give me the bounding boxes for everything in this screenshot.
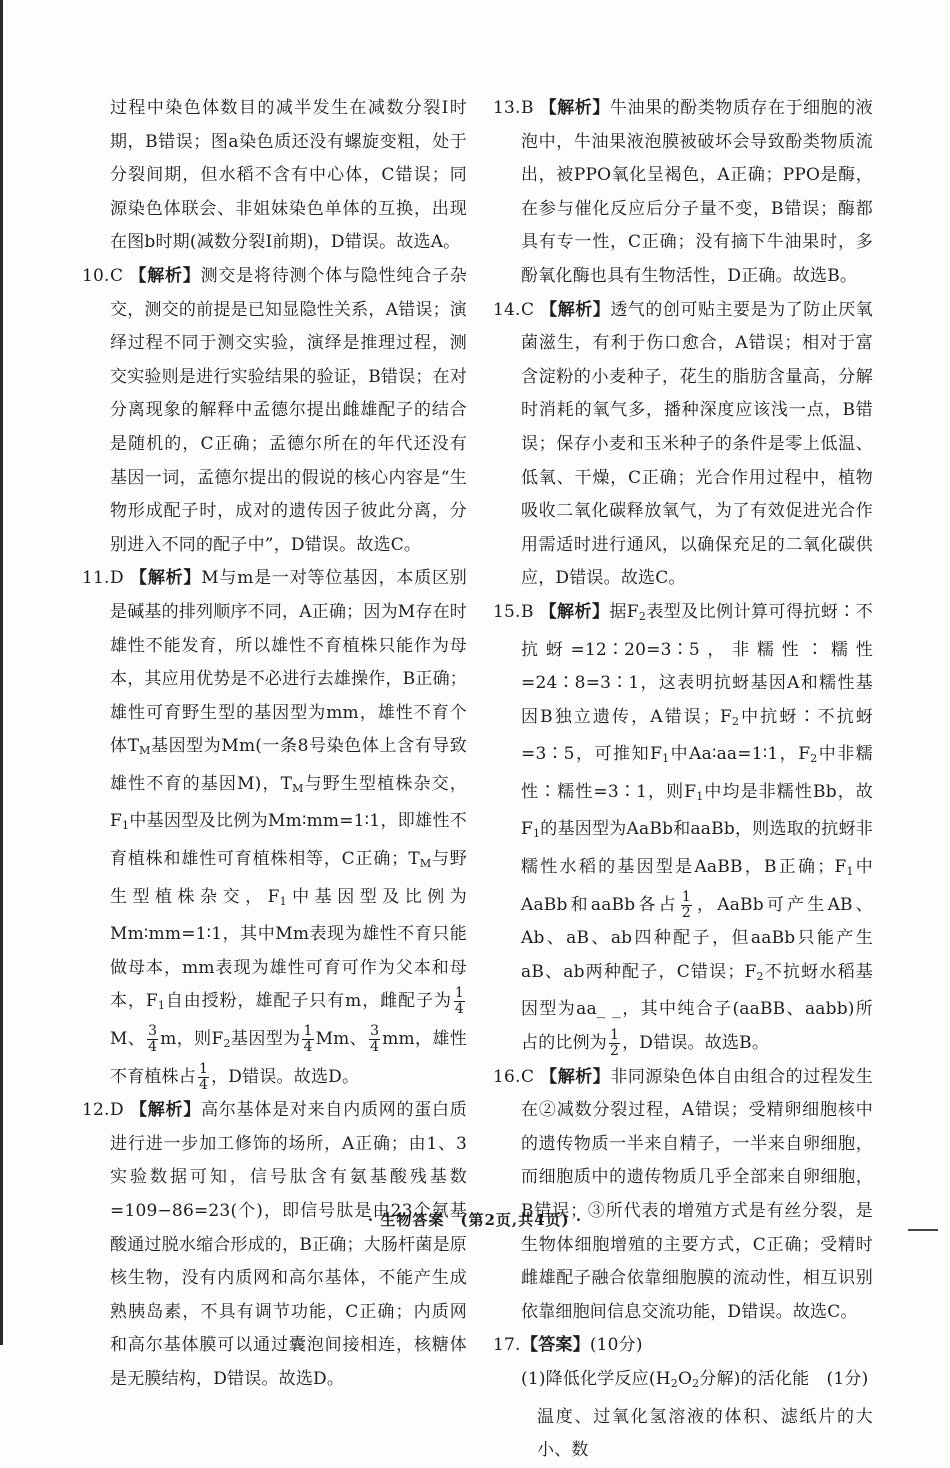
q15-sub: 1 [533, 827, 541, 841]
q17-text: (1)降低化学反应(H [521, 1368, 671, 1389]
q15-text: ，D错误。故选B。 [622, 1033, 770, 1054]
q17-text: 分解)的活化能 (1分) [699, 1368, 869, 1389]
q11-text: 与野生型植株杂交，F [110, 849, 468, 907]
question-14 [493, 294, 873, 596]
q17-score: (10分) [589, 1335, 643, 1356]
q15-sub: 1 [846, 865, 854, 879]
q15-tag: 【解析】 [539, 601, 610, 622]
q10-tag: 【解析】 [129, 265, 201, 286]
q11-text: M、 [110, 1029, 146, 1050]
q14-number: 14. [493, 299, 521, 320]
q11-text: ，D错误。故选D。 [211, 1066, 360, 1087]
q17-sub: 2 [692, 1376, 700, 1390]
q11-sub: 1 [157, 999, 166, 1013]
q11-text: 中基因型及比例为Mm∶mm=1∶1，即雄性不育植株和雄性可育植株相等，C正确；T [110, 811, 467, 870]
q15-sub: 2 [810, 752, 818, 766]
q11-sub: 2 [223, 1037, 231, 1051]
q12-number: 12. [82, 1100, 110, 1121]
q15-text: 的基因型为AaBb和aaBb，则选取的抗蚜非糯性水稻的基因型是AaBB，B正确；F [521, 819, 873, 878]
q15-text: 中AaBb和aaBb各占 [521, 857, 873, 915]
question-10 [82, 260, 467, 562]
q16-text: 非同源染色体自由组合的过程发生在②减数分裂过程，A错误；受精卵细胞核中的遗传物质一半来自精子，一半来自卵细胞，而细胞质中的遗传物质几乎全部来自卵细胞，B错误；③所代表的增殖方式是有丝分裂，是生物体细胞增殖的主要方式，C正确；受精时雌雄配子融合依靠细胞膜的流动性，相互识别依靠细胞间信息交流功能，D错误。故选C。 [521, 1066, 873, 1322]
q16-tag: 【解析】 [540, 1066, 611, 1087]
fraction [609, 1028, 620, 1059]
numerator: 1 [303, 1023, 313, 1040]
q15-text: 中均是非糯性Bb，故F [521, 781, 874, 840]
question-16 [493, 1061, 873, 1330]
q13-number: 13. [493, 98, 521, 118]
q17-text: O [677, 1368, 693, 1389]
q15-answer: B [521, 601, 534, 622]
q11-number: 11. [82, 568, 110, 589]
question-15 [493, 596, 873, 1061]
q10-number: 10. [82, 265, 110, 286]
q11-text: 与野生型植株杂交，F [110, 773, 467, 832]
question-12 [82, 1094, 467, 1396]
q15-sub: 2 [638, 609, 647, 623]
q9-text: 过程中染色体数目的减半发生在减数分裂Ⅰ时期，B错误；图a染色质还没有螺旋变粗，处于分裂间期，但水稻不含有中心体，C错误；同源染色体联会、非姐妹染色单体的互换，出现在图b时期(减数分裂Ⅰ前期)，D错误。故选A。 [110, 98, 467, 253]
q9-continuation [82, 92, 467, 260]
denominator: 4 [303, 1039, 313, 1056]
q12-text: 高尔基体是对来自内质网的蛋白质进行进一步加工修饰的场所，A正确；由1、3实验数据可知，信号肽含有氨基酸残基数=109−86=23(个)，即信号肽是由23个氨基酸通过脱水缩合形成的，B正确；大肠杆菌是原核生物，没有内质网和高尔基体，不能产生成熟胰岛素，不具有调节功能，C正确；内质网和高尔基体膜可以通过囊泡间接相连，核糖体是无膜结构，D错误。故选D。 [110, 1100, 467, 1389]
q11-text: m，则F [160, 1029, 224, 1050]
q11-sub: M [139, 744, 151, 758]
q11-sub: 1 [122, 819, 130, 833]
q11-sub: M [292, 781, 304, 795]
question-11 [82, 562, 467, 1094]
q11-text: 中基因型及比例为Mm∶mm=1∶1，其中Mm表现为雄性不育只能做母本，mm表现为雄性可育可作为父本和母本，F [110, 886, 467, 1012]
numerator: 1 [681, 888, 691, 905]
q12-tag: 【解析】 [130, 1100, 202, 1121]
q13-answer: B [521, 98, 534, 118]
q11-tag: 【解析】 [130, 568, 202, 589]
fraction [681, 890, 692, 921]
question-17 [493, 1329, 873, 1467]
numerator: 1 [610, 1027, 620, 1044]
q11-text: M与m是一对等位基因，本质区别是碱基的排列顺序不同，A正确；因为M存在时雄性不能发育，所以雄性不育植株只能作为母本，其应用优势是不必进行去雄操作，B正确；雄性可育野生型的基因型为mm，雄性不育个体T [110, 568, 467, 757]
q11-sub: 1 [279, 894, 287, 908]
q10-text: 测交是将待测个体与隐性纯合子杂交，测交的前提是已知显隐性关系，A错误；演绎过程不同于测交实验，演绎是推理过程，测交实验则是进行实验结果的验证，B错误；在对分离现象的解释中孟德尔提出雌雄配子的结合是随机的，C正确；孟德尔所在的年代还没有基因一词，孟德尔提出的假说的核心内容是“生物形成配子时，成对的遗传因子彼此分离，分别进入不同的配子中”，D错误。故选C。 [110, 265, 467, 555]
q15-text: 据F [609, 601, 639, 622]
page-footer: · 生物答案 (第2页,共4页) · [367, 1211, 583, 1229]
q10-answer: C [110, 265, 124, 286]
denominator: 4 [370, 1039, 380, 1056]
denominator: 4 [199, 1076, 209, 1093]
q11-sub: M [419, 857, 432, 871]
q15-text: 表型及比例计算可得抗蚜∶不抗蚜=12∶20=3∶5，非糯性∶糯性=24∶8=3∶1，这表明抗蚜基因A和糯性基因B独立遗传，A错误；F [521, 601, 873, 727]
numerator: 1 [454, 985, 464, 1002]
q11-answer: D [110, 568, 124, 589]
q14-text: 透气的创可贴主要是为了防止厌氧菌滋生，有利于伤口愈合，A错误；相对于富含淀粉的小麦种子，花生的脂肪含量高，分解时消耗的氧气多，播种深度应该浅一点，B错误；保存小麦和玉米种子的条件是零上低温、低氧、干燥，C正确；光合作用过程中，植物吸收二氧化碳释放氧气，为了有效促进光合作用需适时进行通风，以确保充足的二氧化碳供应，D错误。故选C。 [521, 299, 873, 589]
fraction [369, 1024, 380, 1055]
question-13 [493, 92, 873, 294]
q13-tag: 【解析】 [539, 98, 610, 118]
q13-text: 牛油果的酚类物质存在于细胞的液泡中，牛油果液泡膜被破坏会导致酚类物质流出，被PPO氧化呈褐色，A正确；PPO是酶，在参与催化反应后分子量不变，B错误；酶都具有专一性，C正确；没有摘下牛油果时，多酚氧化酶也具有生物活性，D正确。故选B。 [521, 98, 873, 286]
fraction [198, 1062, 209, 1093]
q11-text: 自由授粉，雄配子只有m，雌配子为 [165, 991, 452, 1012]
q11-text: 基因型为 [230, 1029, 301, 1050]
q17-line1 [521, 1363, 873, 1401]
fraction [302, 1024, 313, 1055]
q15-sub: 2 [732, 714, 740, 728]
numerator: 3 [148, 1023, 158, 1040]
q15-text: ，AaBb可产生AB、Ab、aB、ab四种配子，但aaBb只能产生aB、ab两种配子，C错误；F [521, 894, 873, 982]
numerator: 3 [370, 1023, 380, 1040]
q14-answer: C [521, 299, 535, 320]
q15-text: 不抗蚜水稻基因型为aa_ _，其中纯合子(aaBB、aabb)所占的比例为 [521, 961, 873, 1054]
q16-answer: C [521, 1066, 535, 1087]
q17-sub: 2 [670, 1376, 678, 1390]
q14-tag: 【解析】 [540, 299, 611, 320]
denominator: 2 [681, 904, 691, 921]
denominator: 4 [148, 1039, 158, 1056]
q15-number: 15. [493, 601, 521, 622]
q11-text: Mm、 [315, 1029, 368, 1050]
left-column [82, 92, 467, 1397]
q15-text: 中Aa∶aa=1∶1，F [669, 744, 811, 765]
page-edge [0, 0, 3, 1345]
denominator: 4 [454, 1001, 464, 1018]
q15-sub: 2 [756, 969, 764, 983]
q17-tag: 【答案】 [521, 1335, 590, 1356]
q11-text: mm，雄性不育植株占 [110, 1029, 467, 1087]
right-column [493, 92, 873, 1468]
fraction [147, 1024, 158, 1055]
q15-sub: 1 [696, 789, 704, 803]
q15-text: 中非糯性∶糯性=3∶1，则F [521, 744, 873, 802]
q17-number: 17. [493, 1335, 521, 1356]
q11-text: 基因型为Mm(一条8号染色体上含有导致雄性不育的基因M)，T [110, 736, 467, 794]
denominator: 2 [610, 1043, 620, 1060]
q16-number: 16. [493, 1066, 521, 1087]
q17-line2: 温度、过氧化氢溶液的体积、滤纸片的大小、数 [537, 1406, 873, 1461]
fraction [454, 986, 465, 1017]
q15-sub: 1 [662, 752, 670, 766]
numerator: 1 [199, 1060, 209, 1077]
q15-text: 中抗蚜∶不抗蚜=3∶5，可推知F [521, 706, 873, 765]
q12-answer: D [110, 1100, 124, 1121]
